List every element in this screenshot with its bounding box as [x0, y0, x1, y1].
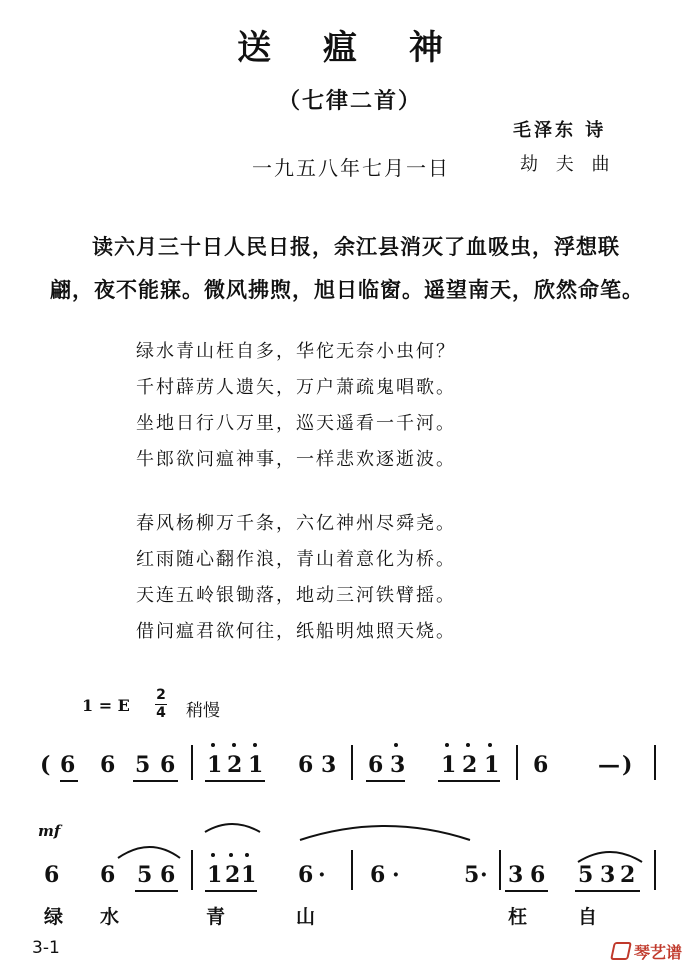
lyric-char: 水 [100, 906, 120, 928]
slur [300, 826, 470, 840]
watermark [612, 940, 682, 963]
lyric-char: 绿 [44, 906, 64, 928]
lyricist-credit: 毛泽东 诗 [513, 120, 607, 141]
note: 3 [321, 752, 337, 778]
note: 6 [100, 862, 116, 888]
note: 1 [207, 752, 223, 778]
note: 3 [508, 862, 524, 888]
intro-open-paren: ( [40, 752, 51, 778]
song-title: 送 瘟 神 [237, 28, 463, 68]
slur [205, 824, 260, 832]
watermark-logo-icon [610, 942, 632, 960]
octave-dot [245, 853, 249, 857]
note: 6 [298, 862, 314, 888]
octave-dot [466, 743, 470, 747]
poem-line: 天连五岭银锄落，地动三河铁臂摇。 [136, 585, 456, 606]
lyric-char: 青 [206, 906, 226, 928]
poem-date: 一九五八年七月一日 [252, 156, 450, 180]
note: 1 [207, 862, 223, 888]
poem-line: 坐地日行八万里，巡天遥看一千河。 [136, 413, 456, 434]
poem-line: 借问瘟君欲何往，纸船明烛照天烧。 [136, 621, 456, 642]
octave-dot [229, 853, 233, 857]
note: 5 [137, 862, 153, 888]
note: 3 [600, 862, 616, 888]
note: 5 [578, 862, 594, 888]
octave-dot [211, 853, 215, 857]
slur [118, 847, 180, 858]
note: 6 [160, 862, 176, 888]
note: 6 [370, 862, 386, 888]
lyric-char: 枉 [508, 906, 528, 928]
note: 1 [241, 862, 257, 888]
preface-text: 读六月三十日人民日报，余江县消灭了血吸虫，浮想联翩，夜不能寐。微风拂煦，旭日临窗。遥望南天，欣然命笔。 [50, 235, 644, 302]
note-dot: · [480, 862, 488, 888]
note: 6 [60, 752, 76, 778]
note: 2 [462, 752, 478, 778]
note: 2 [620, 862, 636, 888]
note: 1 [441, 752, 457, 778]
poem-line: 千村薜苈人遗矢，万户萧疏鬼唱歌。 [136, 377, 456, 398]
note-dash: — [598, 752, 620, 778]
tempo-marking: 稍慢 [186, 701, 220, 721]
poem-line: 红雨随心翻作浪，青山着意化为桥。 [136, 549, 456, 570]
poem-line: 牛郎欲问瘟神事，一样悲欢逐逝波。 [136, 449, 456, 470]
note: 6 [100, 752, 116, 778]
song-subtitle: （七律二首） [277, 89, 422, 114]
note: 6 [298, 752, 314, 778]
poem-line: 春风杨柳万千条，六亿神州尽舜尧。 [136, 513, 456, 534]
note: 6 [368, 752, 384, 778]
dynamic-marking: mf [38, 822, 61, 840]
note: 6 [530, 862, 546, 888]
note: 1 [484, 752, 500, 778]
note: 6 [533, 752, 549, 778]
note: 2 [227, 752, 243, 778]
poem-line: 绿水青山枉自多，华佗无奈小虫何？ [136, 341, 456, 362]
note: 3 [390, 752, 406, 778]
key-signature: 1 = E [82, 696, 130, 715]
composer-credit: 劫 夫 曲 [520, 154, 616, 175]
note: 5 [464, 862, 480, 888]
lyric-char: 山 [296, 906, 316, 928]
note: 6 [160, 752, 176, 778]
octave-dot [253, 743, 257, 747]
slur [578, 852, 642, 862]
intro-close-paren: ) [622, 752, 633, 778]
meter-bottom: 4 [156, 705, 166, 721]
note: 5 [135, 752, 151, 778]
meter-top: 2 [156, 687, 166, 703]
octave-dot [232, 743, 236, 747]
octave-dot [211, 743, 215, 747]
note: 6 [44, 862, 60, 888]
note-dot: · [318, 862, 326, 888]
note: 1 [248, 752, 264, 778]
octave-dot [488, 743, 492, 747]
lyric-char: 自 [578, 906, 598, 928]
note: 2 [225, 862, 241, 888]
note-dot: · [392, 862, 400, 888]
page-number: 3-1 [32, 938, 60, 958]
octave-dot [394, 743, 398, 747]
watermark-text: 琴艺谱 [634, 943, 683, 962]
octave-dot [445, 743, 449, 747]
